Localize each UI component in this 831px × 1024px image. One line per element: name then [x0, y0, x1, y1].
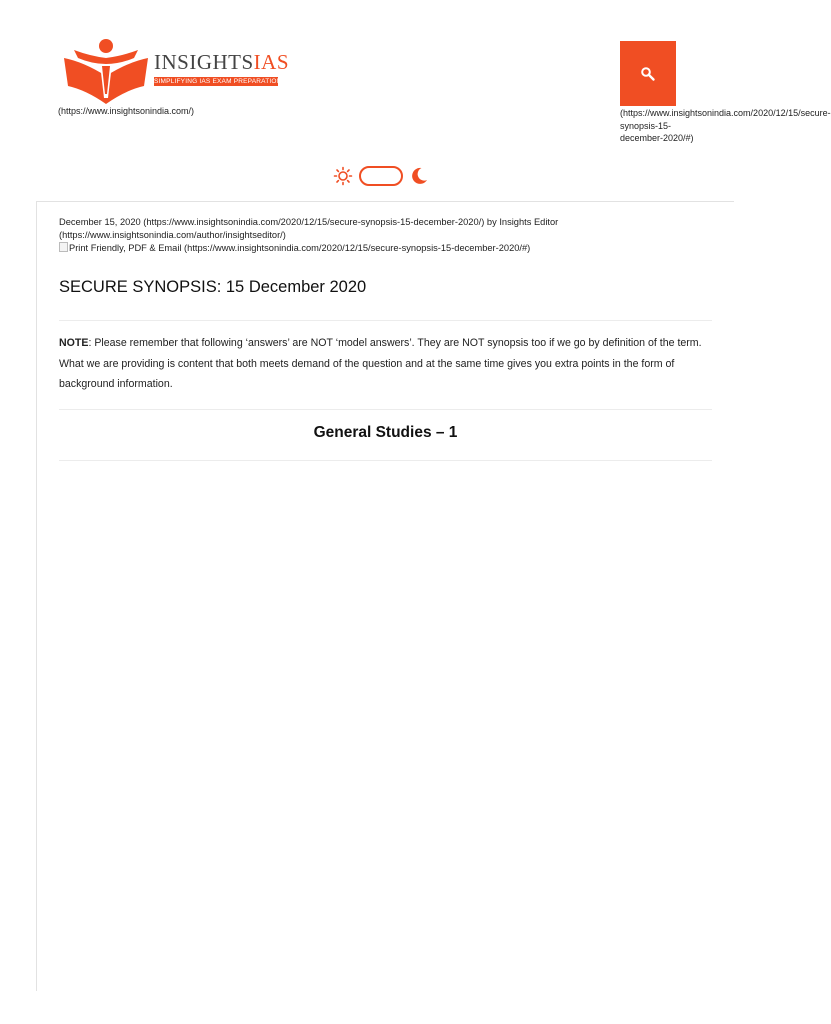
logo-emblem-icon: [60, 36, 150, 106]
moon-icon: [409, 166, 429, 186]
search-link-url[interactable]: [620, 107, 831, 145]
search-link-line: (https://www.insightsonindia.com/2020/12/15/secure-: [620, 108, 831, 118]
theme-switch[interactable]: [359, 166, 403, 186]
section-heading: General Studies – 1: [313, 424, 458, 441]
search-link-line: december-2020/#): [620, 133, 694, 143]
page-title: SECURE SYNOPSIS: 15 December 2020: [59, 278, 367, 296]
author-link[interactable]: Insights Editor: [499, 217, 559, 227]
article-meta: [59, 216, 719, 255]
meta-by: by: [486, 217, 497, 227]
search-icon: [640, 66, 656, 82]
divider: [59, 460, 712, 461]
search-button[interactable]: [620, 41, 676, 106]
logo-link-url[interactable]: (https://www.insightsonindia.com/): [58, 106, 195, 116]
logo-tagline: SIMPLIFYING IAS EXAM PREPARATION: [154, 78, 282, 85]
meta-line-date: [59, 216, 719, 229]
author-url[interactable]: (https://www.insightsonindia.com/author/insightseditor/): [59, 230, 286, 240]
date-link[interactable]: December 15, 2020 (https://www.insightsonindia.com/2020/12/15/secure-synopsis-15-december-2020/): [59, 217, 485, 227]
divider: [59, 409, 712, 410]
site-logo[interactable]: [58, 36, 298, 106]
logo-wordmark: INSIGHTSIAS: [154, 50, 290, 74]
print-friendly-url: (https://www.insightsonindia.com/2020/12/15/secure-synopsis-15-december-2020/#): [184, 243, 531, 253]
note-text: : Please remember that following ‘answers’ are NOT ‘model answers’. They are NOT synopsis too if we go by definition of the term. What we are providing is content that both meets demand of the question and at the same time gives you extra points in the form of background information.: [59, 337, 702, 390]
theme-toggle[interactable]: [333, 163, 437, 189]
print-friendly-alt: Print Friendly, PDF & Email: [69, 243, 182, 253]
sun-icon: [333, 166, 353, 186]
search-link-line: synopsis-15-: [620, 120, 672, 131]
print-friendly-image: [59, 242, 68, 252]
article-container: [36, 201, 734, 991]
divider: [59, 320, 712, 321]
note-paragraph: [59, 333, 714, 395]
note-label: NOTE: [59, 337, 89, 349]
print-friendly-link[interactable]: [59, 242, 719, 255]
